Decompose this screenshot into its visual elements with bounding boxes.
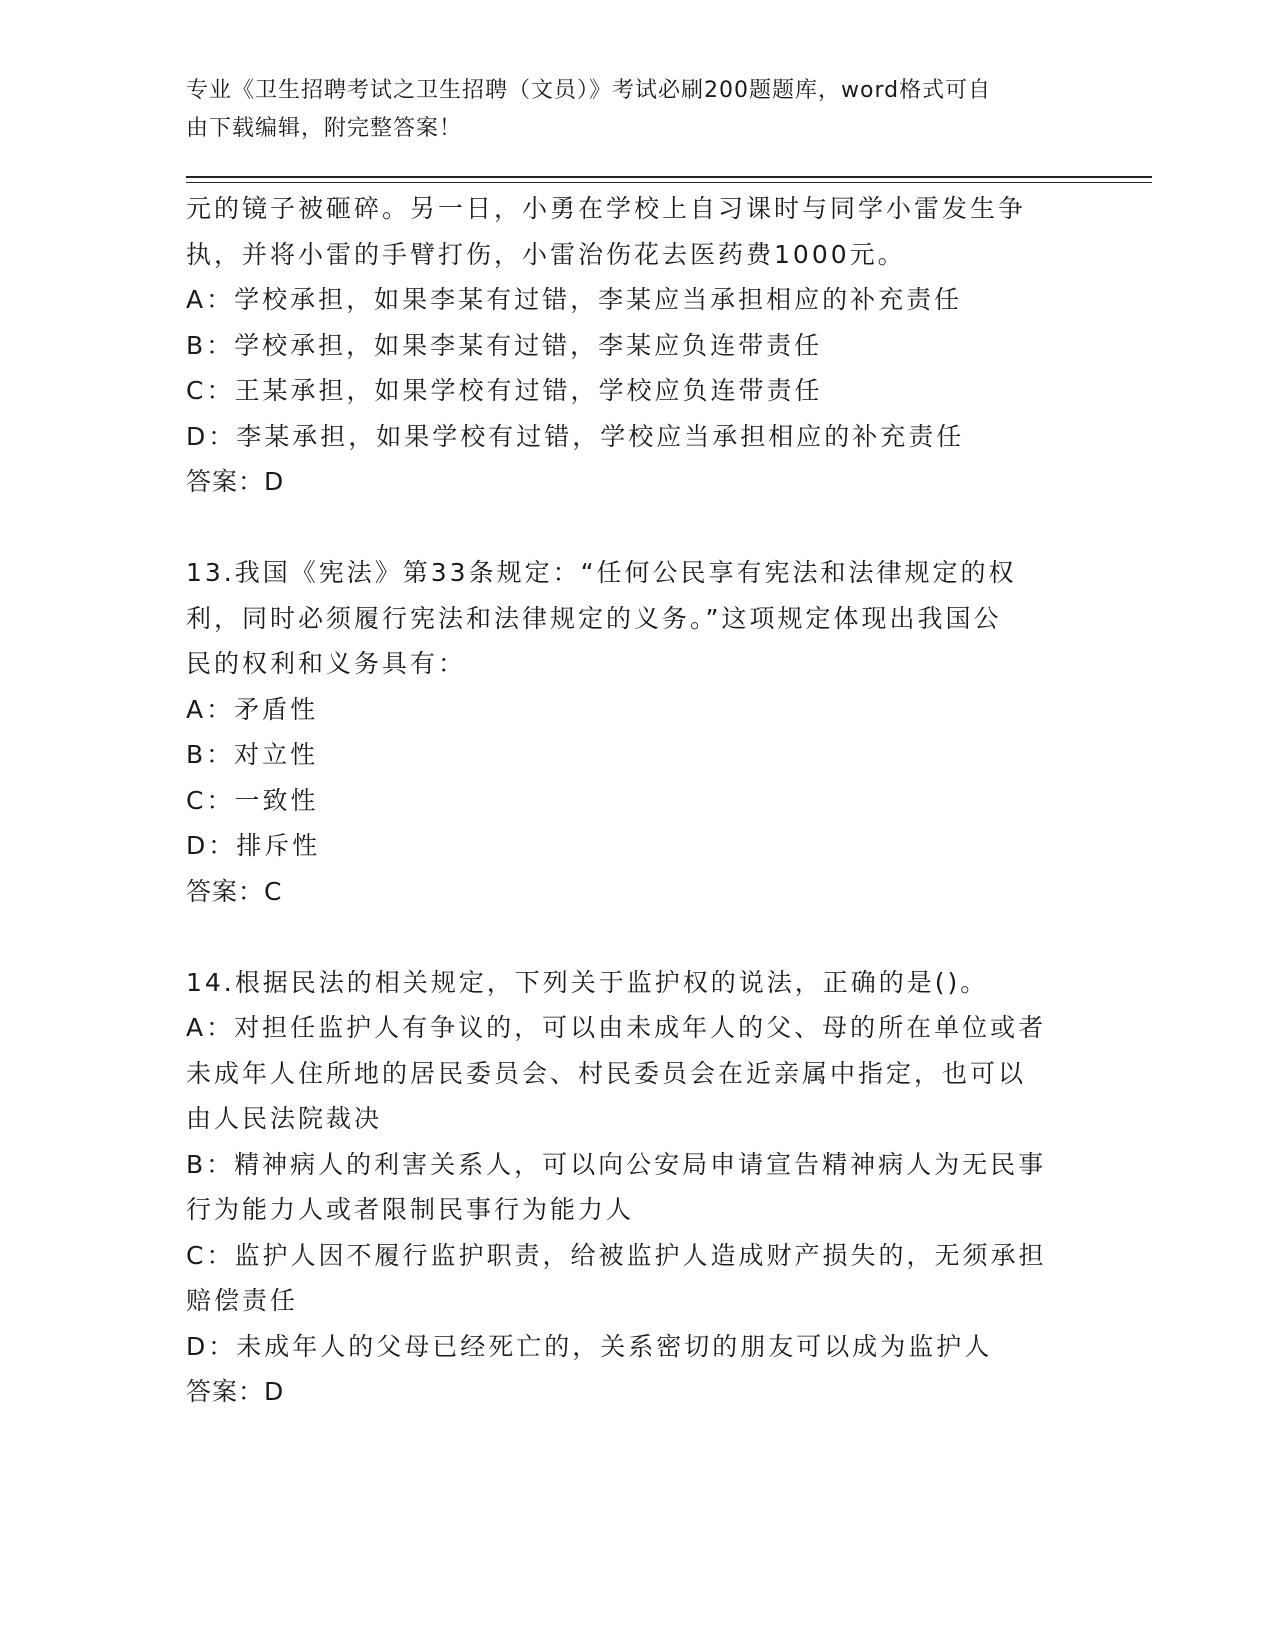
question-stem-line: 14.根据民法的相关规定，下列关于监护权的说法，正确的是()。 — [186, 967, 989, 997]
question-stem-line: 13.我国《宪法》第33条规定：“任何公民享有宪法和法律规定的权 — [186, 558, 1017, 587]
option-c: C：王某承担，如果学校有过错，学校应负连带责任 — [186, 376, 823, 405]
question-spacer — [186, 914, 1086, 960]
header-line-2: 由下载编辑，附完整答案！ — [186, 116, 463, 141]
option-a-cont: 未成年人住所地的居民委员会、村民委员会在近亲属中指定，也可以 — [186, 1058, 1027, 1088]
page-header — [186, 72, 1066, 148]
header-rule-thick — [186, 176, 1152, 178]
option-c: C：监护人因不履行监护职责，给被监护人造成财产损失的，无须承担 — [186, 1240, 1047, 1270]
question-stem-line: 元的镜子被砸碎。另一日，小勇在学校上自习课时与同学小雷发生争 — [186, 194, 1027, 223]
option-a: A：矛盾性 — [186, 694, 319, 724]
answer-line: 答案：C — [186, 876, 283, 906]
option-d: D：李某承担，如果学校有过错，学校应当承担相应的补充责任 — [186, 421, 965, 451]
option-b: B：精神病人的利害关系人，可以向公安局申请宣告精神病人为无民事 — [186, 1149, 1047, 1179]
answer-line: 答案：D — [186, 1377, 285, 1406]
question-spacer — [186, 505, 1086, 551]
option-a: A：学校承担，如果李某有过错，李某应当承担相应的补充责任 — [186, 285, 963, 314]
question-content — [186, 186, 1086, 1415]
question-stem-line: 利，同时必须履行宪法和法律规定的义务。”这项规定体现出我国公 — [186, 603, 1002, 633]
option-d: D：未成年人的父母已经死亡的，关系密切的朋友可以成为监护人 — [186, 1331, 993, 1361]
question-continued — [186, 186, 1086, 505]
option-b-cont: 行为能力人或者限制民事行为能力人 — [186, 1195, 635, 1224]
answer-line: 答案：D — [186, 467, 285, 496]
option-c: C：一致性 — [186, 785, 319, 815]
header-line-1: 专业《卫生招聘考试之卫生招聘（文员）》考试必刷200题题库，word格式可自 — [186, 78, 992, 103]
question-14 — [186, 960, 1086, 1415]
question-stem-line: 执，并将小雷的手臂打伤，小雷治伤花去医药费1000元。 — [186, 239, 906, 269]
question-stem-line: 民的权利和义务具有： — [186, 649, 467, 678]
option-c-cont: 赔偿责任 — [186, 1286, 299, 1315]
option-a: A：对担任监护人有争议的，可以由未成年人的父、母的所在单位或者 — [186, 1013, 1047, 1042]
option-b: B：学校承担，如果李某有过错，李某应负连带责任 — [186, 330, 823, 360]
header-rule-thin — [186, 182, 1152, 183]
option-a-cont: 由人民法院裁决 — [186, 1104, 383, 1133]
option-b: B：对立性 — [186, 740, 319, 769]
question-13 — [186, 550, 1086, 914]
option-d: D：排斥性 — [186, 831, 321, 860]
